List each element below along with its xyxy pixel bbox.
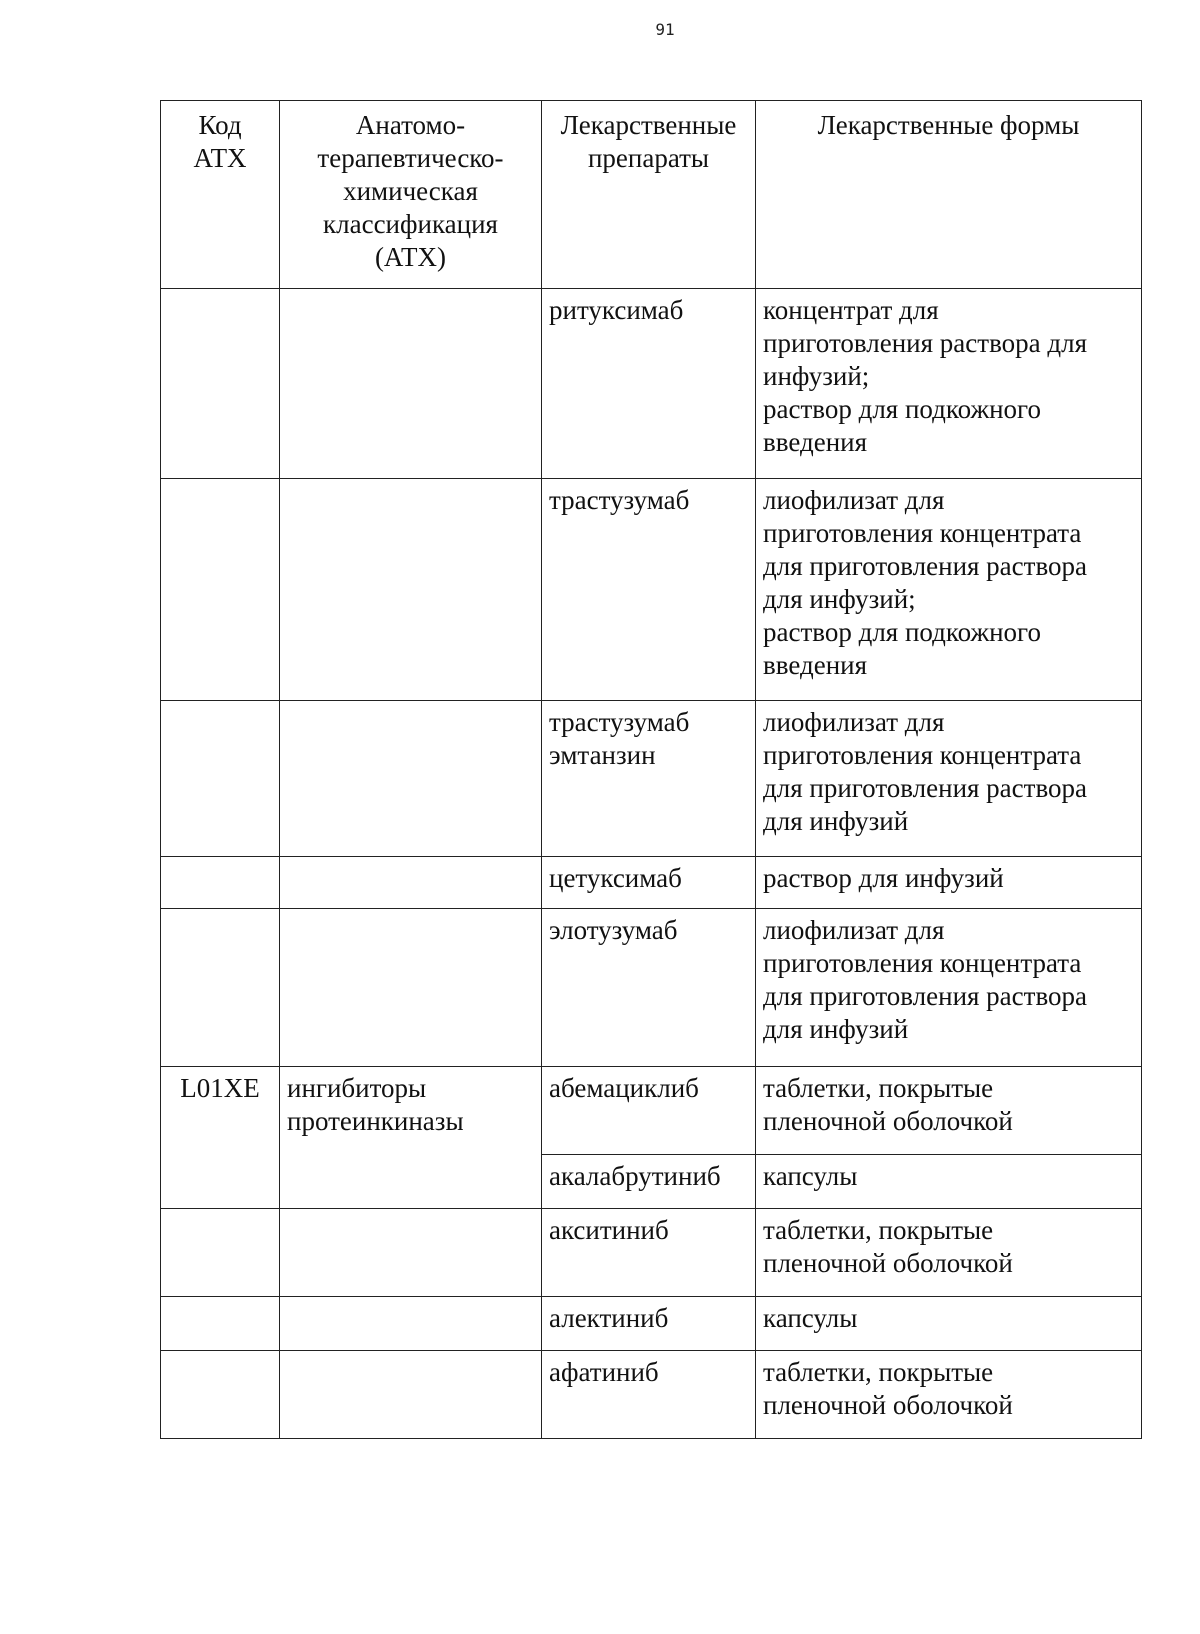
form-line: раствор для инфузий: [763, 863, 1004, 893]
forms-cell: [756, 857, 1142, 909]
drug-name: акситиниб: [549, 1215, 669, 1245]
atx-table: [160, 100, 1142, 1439]
header-drugs: [542, 101, 756, 289]
form-line: инфузий;: [763, 361, 870, 391]
table-row: [161, 1067, 1142, 1155]
form-line: приготовления раствора для: [763, 328, 1087, 358]
classification-cell: [280, 1351, 542, 1439]
header-forms-line: Лекарственные формы: [817, 110, 1080, 140]
form-line: капсулы: [763, 1303, 858, 1333]
classification-cell: [280, 701, 542, 857]
table-row: [161, 909, 1142, 1067]
drug-name: абемациклиб: [549, 1073, 699, 1103]
drug-cell: [542, 701, 756, 857]
drug-cell: [542, 1297, 756, 1351]
forms-cell: [756, 1209, 1142, 1297]
code-cell: [161, 1297, 280, 1351]
classification-cell: [280, 1209, 542, 1297]
form-line: приготовления концентрата: [763, 948, 1082, 978]
form-line: для приготовления раствора: [763, 551, 1087, 581]
form-line: концентрат для: [763, 295, 939, 325]
code-cell: [161, 1351, 280, 1439]
header-drugs-line: препараты: [587, 143, 710, 173]
header-classification-line: Анатомо-: [355, 110, 466, 140]
forms-cell: [756, 1297, 1142, 1351]
classification-cell: [280, 1067, 542, 1209]
form-line: введения: [763, 650, 868, 680]
code-cell: [161, 857, 280, 909]
form-line: для инфузий: [763, 806, 909, 836]
drug-name: трастузумаб: [549, 485, 690, 515]
drug-name: ритуксимаб: [549, 295, 684, 325]
drug-cell: [542, 857, 756, 909]
form-line: таблетки, покрытые: [763, 1073, 994, 1103]
classification-cell: [280, 289, 542, 479]
header-classification-line: (АТХ): [374, 242, 447, 272]
classification-cell: [280, 909, 542, 1067]
drug-cell: [542, 1155, 756, 1209]
code-cell: [161, 909, 280, 1067]
form-line: пленочной оболочкой: [763, 1390, 1013, 1420]
drug-name: элотузумаб: [549, 915, 678, 945]
header-classification-line: терапевтическо-: [317, 143, 504, 173]
header-code: [161, 101, 280, 289]
header-classification-line: классификация: [323, 209, 498, 239]
drug-cell: [542, 1209, 756, 1297]
header-row: [161, 101, 1142, 289]
form-line: лиофилизат для: [763, 915, 945, 945]
header-drugs-line: Лекарственные: [560, 110, 737, 140]
table-row: [161, 1297, 1142, 1351]
classification-line: ингибиторы: [287, 1073, 427, 1103]
drug-cell: [542, 909, 756, 1067]
forms-cell: [756, 1067, 1142, 1155]
classification-cell: [280, 857, 542, 909]
header-classification: [280, 101, 542, 289]
table-row: [161, 701, 1142, 857]
form-line: капсулы: [763, 1161, 858, 1191]
classification-line: протеинкиназы: [287, 1106, 464, 1136]
form-line: для инфузий;: [763, 584, 916, 614]
form-line: таблетки, покрытые: [763, 1357, 994, 1387]
forms-cell: [756, 479, 1142, 701]
form-line: пленочной оболочкой: [763, 1248, 1013, 1278]
drug-name: трастузумаб: [549, 707, 690, 737]
code-cell: [161, 1209, 280, 1297]
table-row: [161, 1351, 1142, 1439]
drug-cell: [542, 289, 756, 479]
drug-name: цетуксимаб: [549, 863, 682, 893]
form-line: приготовления концентрата: [763, 740, 1082, 770]
forms-cell: [756, 1155, 1142, 1209]
page-number: 91: [655, 20, 675, 39]
form-line: приготовления концентрата: [763, 518, 1082, 548]
drug-cell: [542, 1351, 756, 1439]
forms-cell: [756, 909, 1142, 1067]
code-cell: [161, 289, 280, 479]
form-line: таблетки, покрытые: [763, 1215, 994, 1245]
code-cell: [161, 701, 280, 857]
header-forms: [756, 101, 1142, 289]
drug-name: эмтанзин: [549, 740, 656, 770]
drug-cell: [542, 479, 756, 701]
classification-cell: [280, 479, 542, 701]
form-line: для приготовления раствора: [763, 773, 1087, 803]
code-cell: [161, 1067, 280, 1209]
atx-code: L01XE: [180, 1073, 260, 1103]
form-line: пленочной оболочкой: [763, 1106, 1013, 1136]
form-line: лиофилизат для: [763, 707, 945, 737]
form-line: введения: [763, 427, 868, 457]
form-line: для инфузий: [763, 1014, 909, 1044]
table-row: [161, 857, 1142, 909]
header-classification-line: химическая: [343, 176, 478, 206]
table-row: [161, 479, 1142, 701]
drug-name: акалабрутиниб: [549, 1161, 721, 1191]
drug-name: афатиниб: [549, 1357, 659, 1387]
form-line: для приготовления раствора: [763, 981, 1087, 1011]
table-row: [161, 1209, 1142, 1297]
drug-cell: [542, 1067, 756, 1155]
form-line: лиофилизат для: [763, 485, 945, 515]
form-line: раствор для подкожного: [763, 617, 1041, 647]
table-row: [161, 289, 1142, 479]
header-code-line: Код: [198, 110, 242, 140]
form-line: раствор для подкожного: [763, 394, 1041, 424]
classification-cell: [280, 1297, 542, 1351]
header-code-line: АТХ: [193, 143, 247, 173]
forms-cell: [756, 701, 1142, 857]
forms-cell: [756, 1351, 1142, 1439]
drug-name: алектиниб: [549, 1303, 669, 1333]
code-cell: [161, 479, 280, 701]
forms-cell: [756, 289, 1142, 479]
